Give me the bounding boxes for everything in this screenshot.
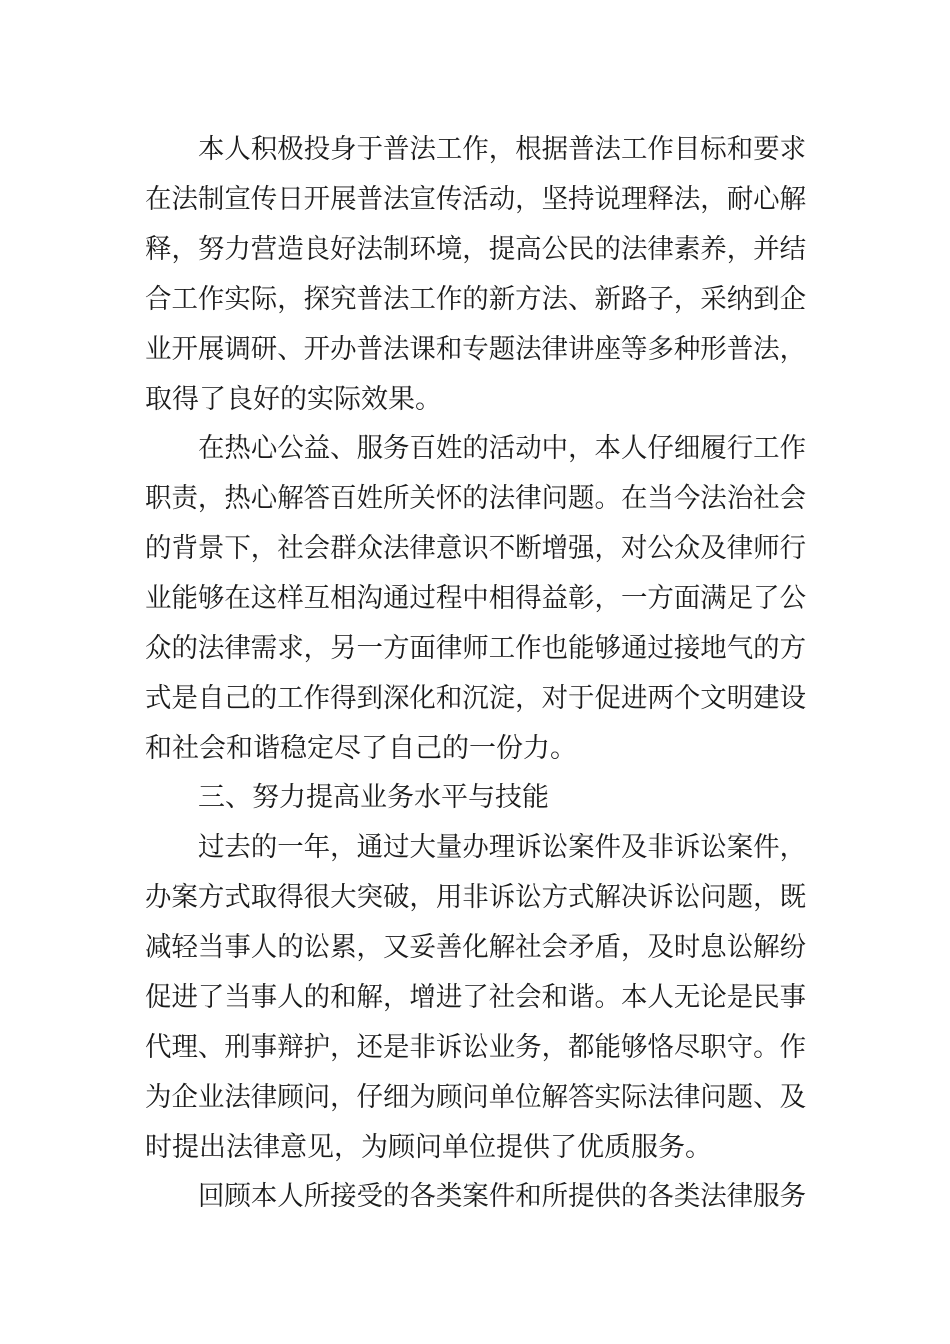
text-line-16: 办案方式取得很大突破，用非诉讼方式解决诉讼问题，既 bbox=[145, 882, 807, 913]
text-line-20: 为企业法律顾问，仔细为顾问单位解答实际法律问题、及 bbox=[145, 1082, 807, 1113]
text-line-2: 在法制宣传日开展普法宣传活动，坚持说理释法，耐心解 bbox=[145, 184, 807, 215]
text-line-19: 代理、刑事辩护，还是非诉讼业务，都能够恪尽职守。作 bbox=[145, 1032, 807, 1063]
text-line-12: 式是自己的工作得到深化和沉淀，对于促进两个文明建设 bbox=[145, 683, 807, 714]
section-heading: 三、努力提高业务水平与技能 bbox=[198, 782, 549, 813]
text-line-3: 释，努力营造良好法制环境，提高公民的法律素养，并结 bbox=[145, 234, 807, 265]
text-line-11: 众的法律需求，另一方面律师工作也能够通过接地气的方 bbox=[145, 633, 807, 664]
text-line-21: 时提出法律意见，为顾问单位提供了优质服务。 bbox=[145, 1132, 712, 1163]
text-line-13: 和社会和谐稳定尽了自己的一份力。 bbox=[145, 733, 577, 764]
text-line-10: 业能够在这样互相沟通过程中相得益彰，一方面满足了公 bbox=[145, 583, 807, 614]
text-line-8: 职责，热心解答百姓所关怀的法律问题。在当今法治社会 bbox=[145, 483, 807, 514]
text-line-22: 回顾本人所接受的各类案件和所提供的各类法律服务 bbox=[198, 1181, 807, 1212]
text-line-1: 本人积极投身于普法工作，根据普法工作目标和要求 bbox=[198, 134, 807, 165]
text-line-4: 合工作实际，探究普法工作的新方法、新路子，采纳到企 bbox=[145, 284, 807, 315]
text-line-18: 促进了当事人的和解，增进了社会和谐。本人无论是民事 bbox=[145, 982, 807, 1013]
text-line-17: 减轻当事人的讼累，又妥善化解社会矛盾，及时息讼解纷 bbox=[145, 932, 807, 963]
text-line-9: 的背景下，社会群众法律意识不断增强，对公众及律师行 bbox=[145, 533, 807, 564]
text-line-7: 在热心公益、服务百姓的活动中，本人仔细履行工作 bbox=[198, 433, 807, 464]
text-line-15: 过去的一年，通过大量办理诉讼案件及非诉讼案件， bbox=[198, 832, 807, 863]
text-line-5: 业开展调研、开办普法课和专题法律讲座等多种形普法， bbox=[145, 334, 807, 365]
text-line-6: 取得了良好的实际效果。 bbox=[145, 384, 442, 415]
